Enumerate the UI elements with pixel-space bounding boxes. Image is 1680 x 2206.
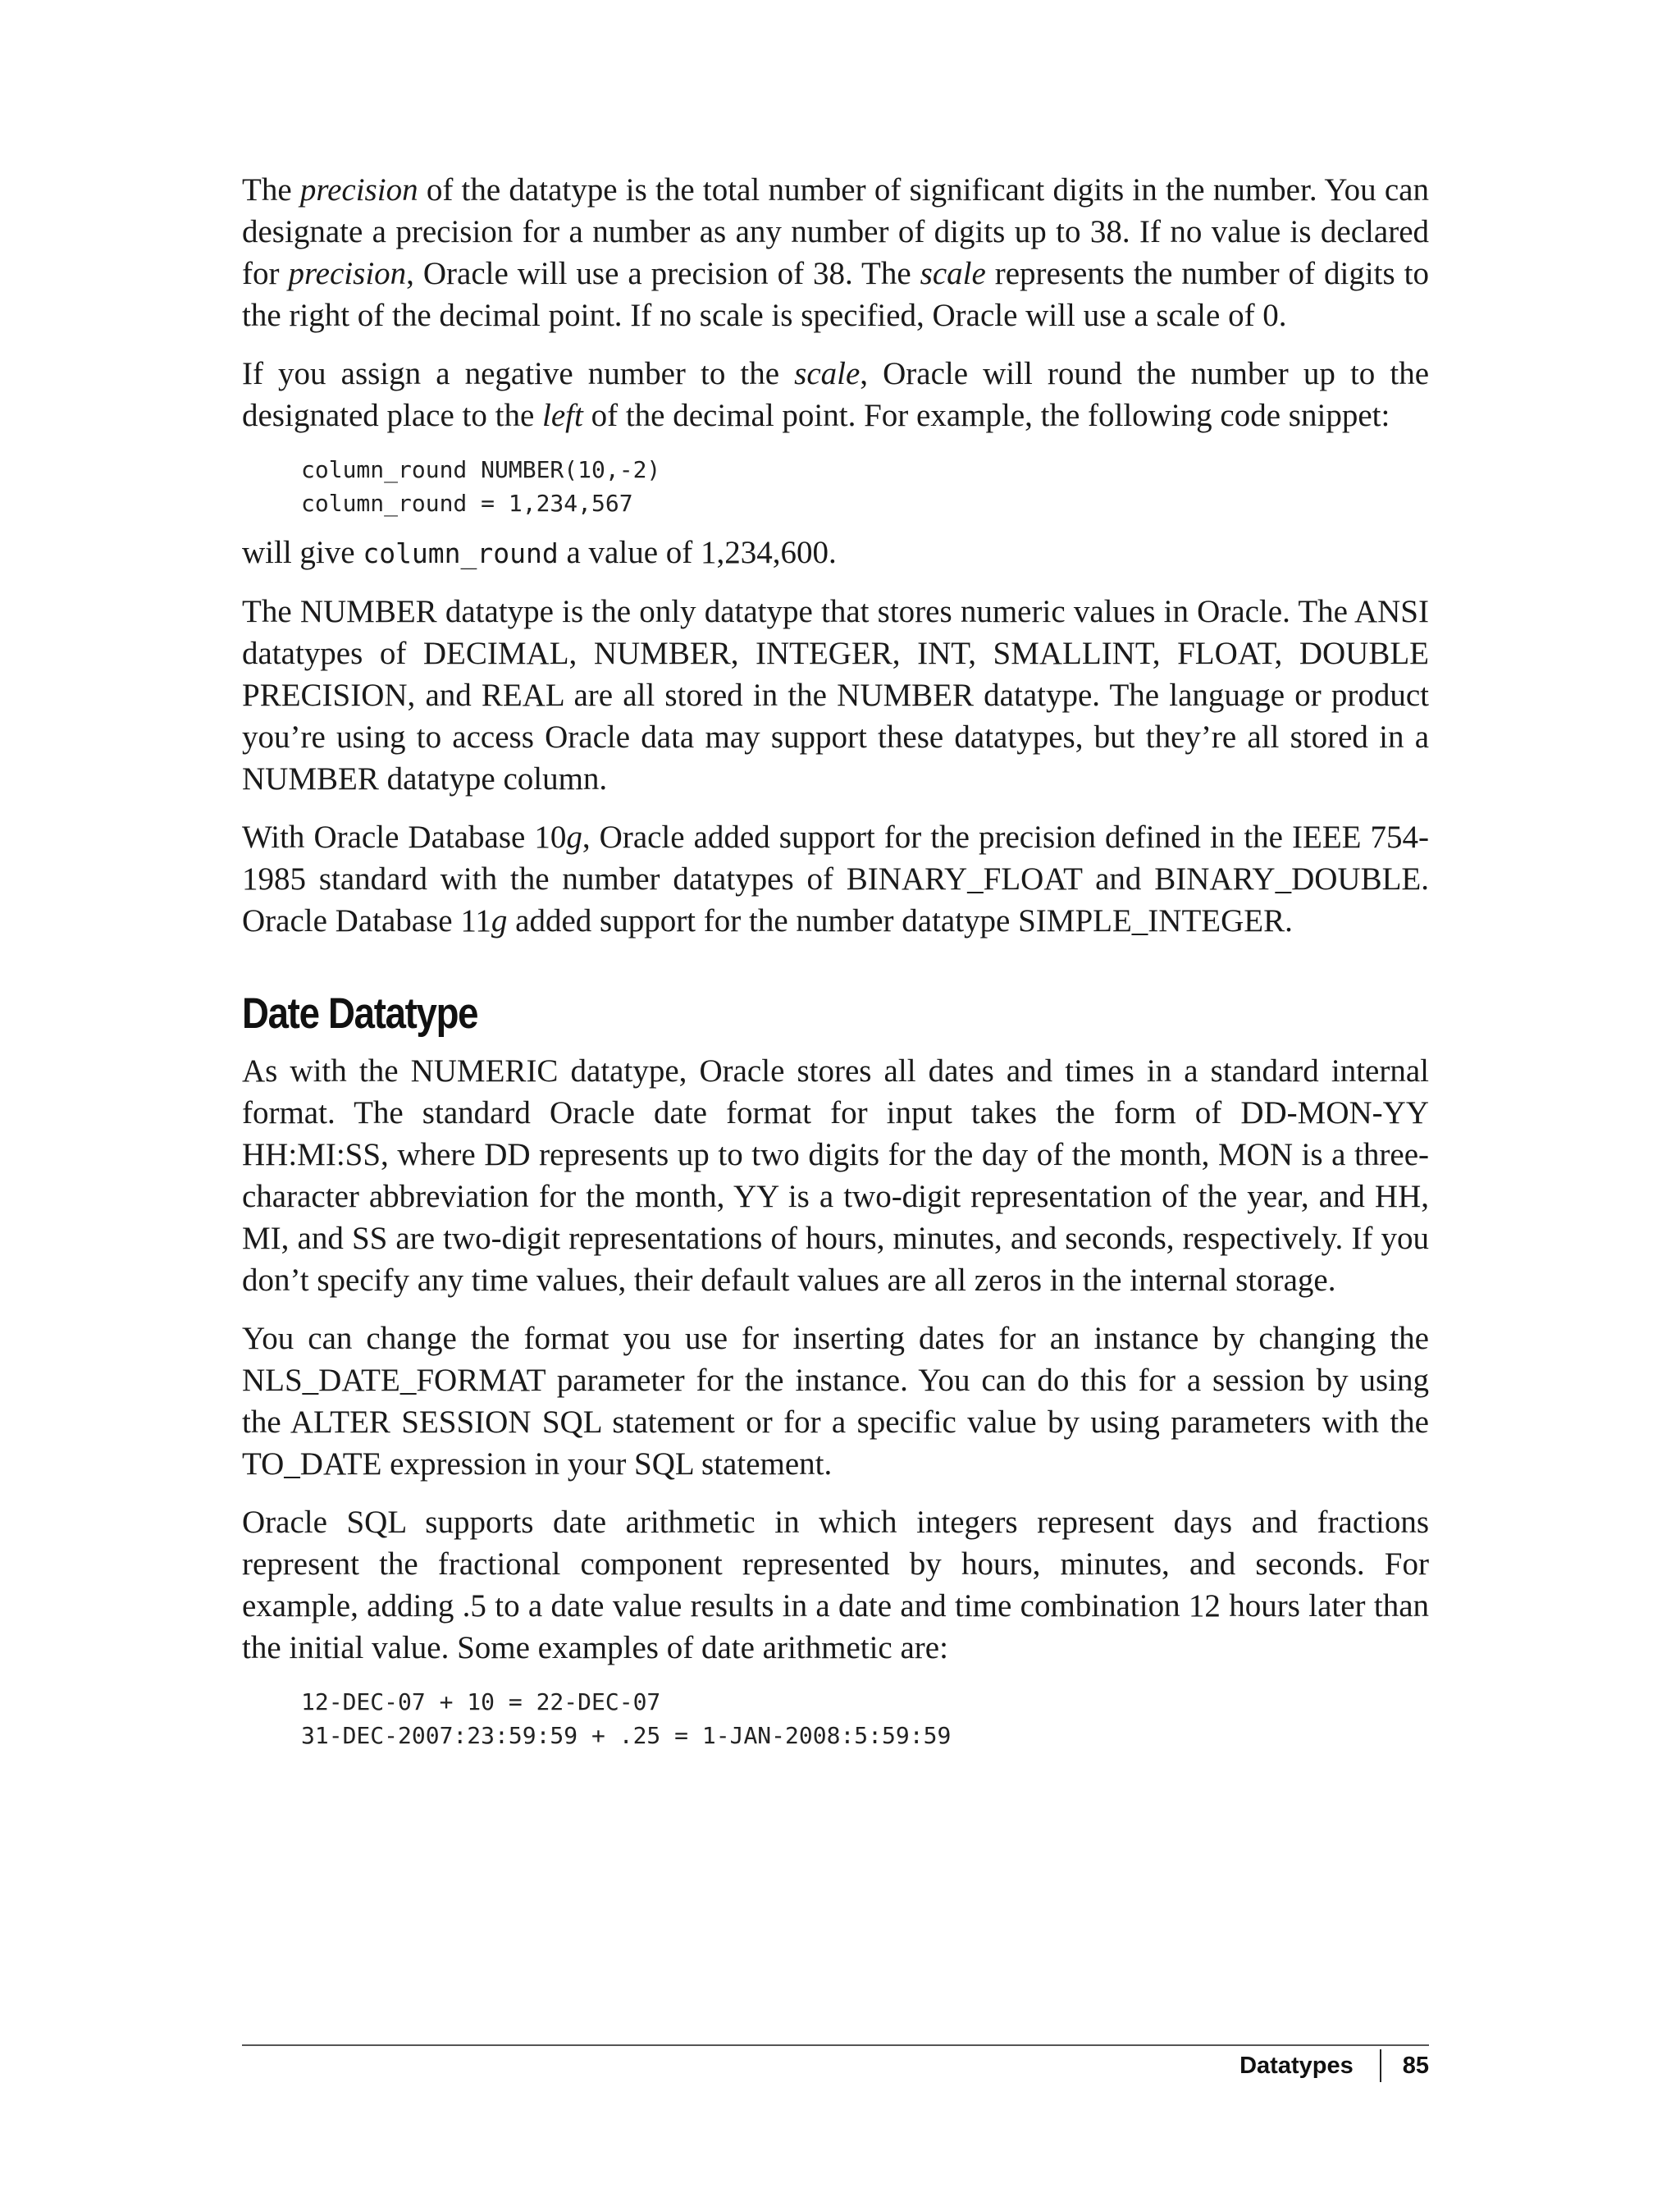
paragraph-number-datatype: The NUMBER datatype is the only datatype that stores numeric values in Oracle. The ANSI datatypes of DECIMAL, NUMBER, INTEGER, INT, SMALLINT, FLOAT, DOUBLE PRECISION, and REAL are all stored in the NUMBER datatype. The language or product you’re using to access Oracle data may support these datatypes, but they’re all stored in a NUMBER datatype column. [242, 594, 1429, 797]
code-block-column-round: column_round NUMBER(10,-2) column_round = 1,234,567 [301, 456, 661, 517]
footer-section-title: Datatypes [1239, 2052, 1354, 2079]
section-heading: Date Datatype [242, 989, 478, 1038]
paragraph-negative-scale: If you assign a negative number to the scale, Oracle will round the number up to the designated place to the left of the decimal point. For example, the following code snippet: [242, 356, 1429, 433]
footer-rule [242, 2044, 1429, 2046]
inline-code: column_round [363, 537, 559, 569]
page-number: 85 [1402, 2052, 1429, 2079]
paragraph-oracle-10g: With Oracle Database 10g, Oracle added support for the precision defined in the IEEE 754-1985 standard with the number datatypes of BINARY_FLOAT and BINARY_DOUBLE. Oracle Database 11g added support for the number datatype SIMPLE_INTEGER. [242, 820, 1429, 939]
paragraph-precision: The precision of the datatype is the total number of significant digits in the number. You can designate a precision for a number as any number of digits up to 38. If no value is declared for precision, Oracle will use a precision of 38. The scale represents the number of digits to the right of the decimal point. If no scale is specified, Oracle will use a scale of 0. [242, 172, 1429, 333]
paragraph-date-arithmetic: Oracle SQL supports date arithmetic in which integers represent days and fractions represent the fractional component represented by hours, minutes, and seconds. For example, adding .5 to a date value results in a date and time combination 12 hours later than the initial value. Some examples of date arithmetic are: [242, 1505, 1429, 1665]
page-body [242, 169, 1429, 1764]
page-footer [1239, 2048, 1429, 2084]
code-block-date-arithmetic: 12-DEC-07 + 10 = 22-DEC-07 31-DEC-2007:23:59:59 + .25 = 1-JAN-2008:5:59:59 [301, 1688, 952, 1749]
footer-separator [1380, 2049, 1381, 2082]
paragraph-nls-date-format: You can change the format you use for inserting dates for an instance by changing the NLS_DATE_FORMAT parameter for the instance. You can do this for a session by using the ALTER SESSION SQL statement or for a specific value by using parameters with the TO_DATE expression in your SQL statement. [242, 1321, 1429, 1482]
paragraph-column-round-result: will give column_round a value of 1,234,600. [242, 535, 837, 570]
paragraph-date-format: As with the NUMERIC datatype, Oracle stores all dates and times in a standard internal format. The standard Oracle date format for input takes the form of DD-MON-YY HH:MI:SS, where DD represents up to two digits for the day of the month, MON is a three-character abbreviation for the month, YY is a two-digit representation of the year, and HH, MI, and SS are two-digit representations of hours, minutes, and seconds, respectively. If you don’t specify any time values, their default values are all zeros in the internal storage. [242, 1053, 1429, 1298]
